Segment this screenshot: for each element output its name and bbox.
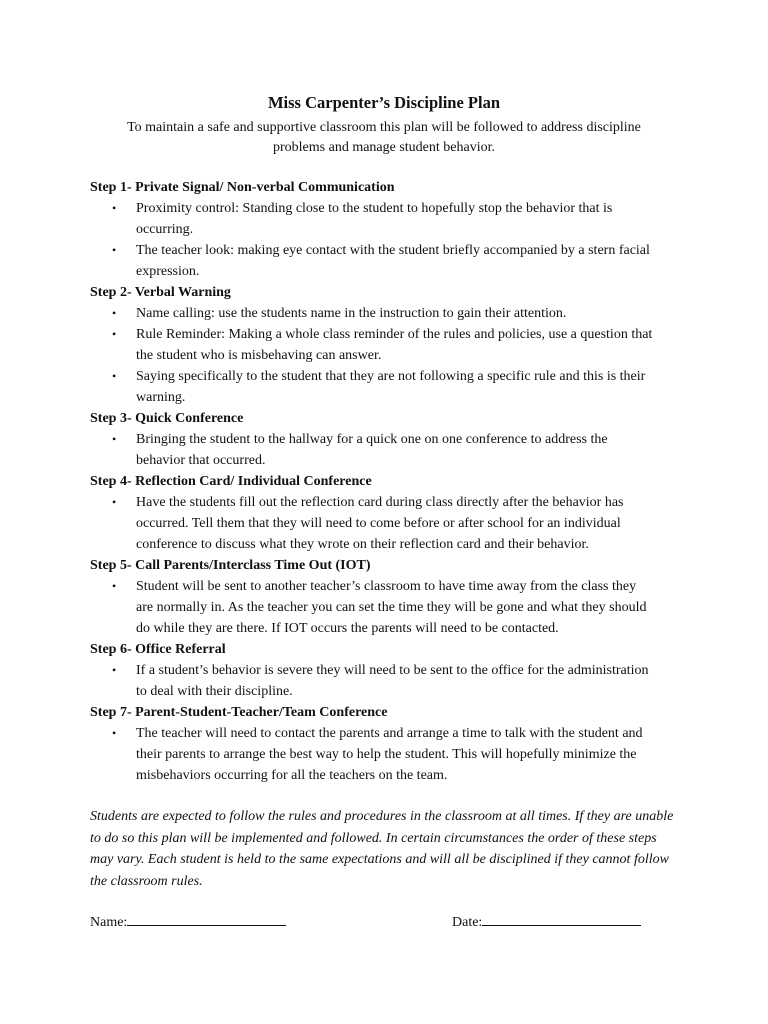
intro-line-2: problems and manage student behavior. bbox=[273, 140, 495, 155]
list-item bbox=[90, 198, 656, 240]
step-section bbox=[90, 555, 690, 639]
bullet-icon: • bbox=[112, 327, 117, 341]
bullet-list bbox=[90, 576, 690, 639]
bullet-icon: • bbox=[112, 243, 117, 257]
name-label: Name: bbox=[90, 915, 128, 930]
step-heading: Step 2- Verbal Warning bbox=[90, 285, 231, 300]
bullet-list bbox=[90, 660, 690, 702]
bullet-text: Rule Reminder: Making a whole class reminder of the rules and policies, use a question that the student who is misbehaving can answer. bbox=[136, 327, 653, 363]
step-section bbox=[90, 471, 690, 555]
bullet-list bbox=[90, 429, 690, 471]
step-heading: Step 6- Office Referral bbox=[90, 642, 226, 657]
bullet-icon: • bbox=[112, 369, 117, 383]
bullet-icon: • bbox=[112, 663, 117, 677]
bullet-text: Saying specifically to the student that they are not following a specific rule and this is their warning. bbox=[136, 369, 646, 405]
list-item bbox=[90, 723, 656, 786]
bullet-list bbox=[90, 198, 690, 282]
name-signature-field bbox=[90, 911, 286, 933]
step-section bbox=[90, 177, 690, 282]
step-section bbox=[90, 408, 690, 471]
list-item bbox=[90, 303, 656, 324]
bullet-icon: • bbox=[112, 495, 117, 509]
bullet-text: Student will be sent to another teacher’s classroom to have time away from the class they are normally in. As the teacher you can set the time they will be gone and what they should do while they are there. If IOT occurs the parents will need to be contacted. bbox=[136, 579, 647, 636]
bullet-icon: • bbox=[112, 726, 117, 740]
date-label: Date: bbox=[452, 915, 483, 930]
intro-line-1: To maintain a safe and supportive classroom this plan will be followed to address discipline bbox=[127, 120, 641, 135]
step-heading: Step 5- Call Parents/Interclass Time Out (IOT) bbox=[90, 558, 371, 573]
step-section bbox=[90, 282, 690, 408]
bullet-list bbox=[90, 303, 690, 408]
bullet-text: Name calling: use the students name in the instruction to gain their attention. bbox=[136, 306, 567, 321]
bullet-icon: • bbox=[112, 201, 117, 215]
bullet-text: The teacher look: making eye contact with the student briefly accompanied by a stern facial expression. bbox=[136, 243, 650, 279]
list-item bbox=[90, 324, 656, 366]
intro-paragraph bbox=[90, 118, 678, 158]
bullet-icon: • bbox=[112, 306, 117, 320]
list-item bbox=[90, 492, 656, 555]
step-heading: Step 4- Reflection Card/ Individual Conference bbox=[90, 474, 372, 489]
bullet-icon: • bbox=[112, 432, 117, 446]
steps-list bbox=[90, 177, 690, 786]
bullet-text: If a student’s behavior is severe they will need to be sent to the office for the administration to deal with their discipline. bbox=[136, 663, 649, 699]
closing-paragraph: Students are expected to follow the rules and procedures in the classroom at all times. If they are unable to do so this plan will be implemented and followed. In certain circumstances the order of these steps may vary. Each student is held to the same expectations and will all be disciplined if they cannot follow the classroom rules. bbox=[90, 809, 674, 889]
step-heading: Step 7- Parent-Student-Teacher/Team Conference bbox=[90, 705, 388, 720]
bullet-list bbox=[90, 723, 690, 786]
bullet-text: Proximity control: Standing close to the student to hopefully stop the behavior that is occurring. bbox=[136, 201, 613, 237]
bullet-text: Have the students fill out the reflection card during class directly after the behavior has occurred. Tell them that they will need to come before or after school for an individual conference to discuss what they wrote on their reflection card and their behavior. bbox=[136, 495, 624, 552]
name-blank-line bbox=[127, 911, 286, 926]
step-heading: Step 1- Private Signal/ Non-verbal Communication bbox=[90, 180, 395, 195]
date-signature-field bbox=[452, 911, 641, 933]
step-heading: Step 3- Quick Conference bbox=[90, 411, 244, 426]
list-item bbox=[90, 576, 656, 639]
list-item bbox=[90, 366, 656, 408]
bullet-list bbox=[90, 492, 690, 555]
step-section bbox=[90, 702, 690, 786]
step-section bbox=[90, 639, 690, 702]
bullet-icon: • bbox=[112, 579, 117, 593]
document-title: Miss Carpenter’s Discipline Plan bbox=[267, 93, 501, 112]
bullet-text: The teacher will need to contact the parents and arrange a time to talk with the student and their parents to arrange the best way to help the student. This will hopefully minimize the misbehaviors occurring for all the teachers on the team. bbox=[136, 726, 643, 783]
list-item bbox=[90, 660, 656, 702]
date-blank-line bbox=[482, 911, 641, 926]
list-item bbox=[90, 240, 656, 282]
list-item bbox=[90, 429, 656, 471]
bullet-text: Bringing the student to the hallway for a quick one on one conference to address the behavior that occurred. bbox=[136, 432, 608, 468]
